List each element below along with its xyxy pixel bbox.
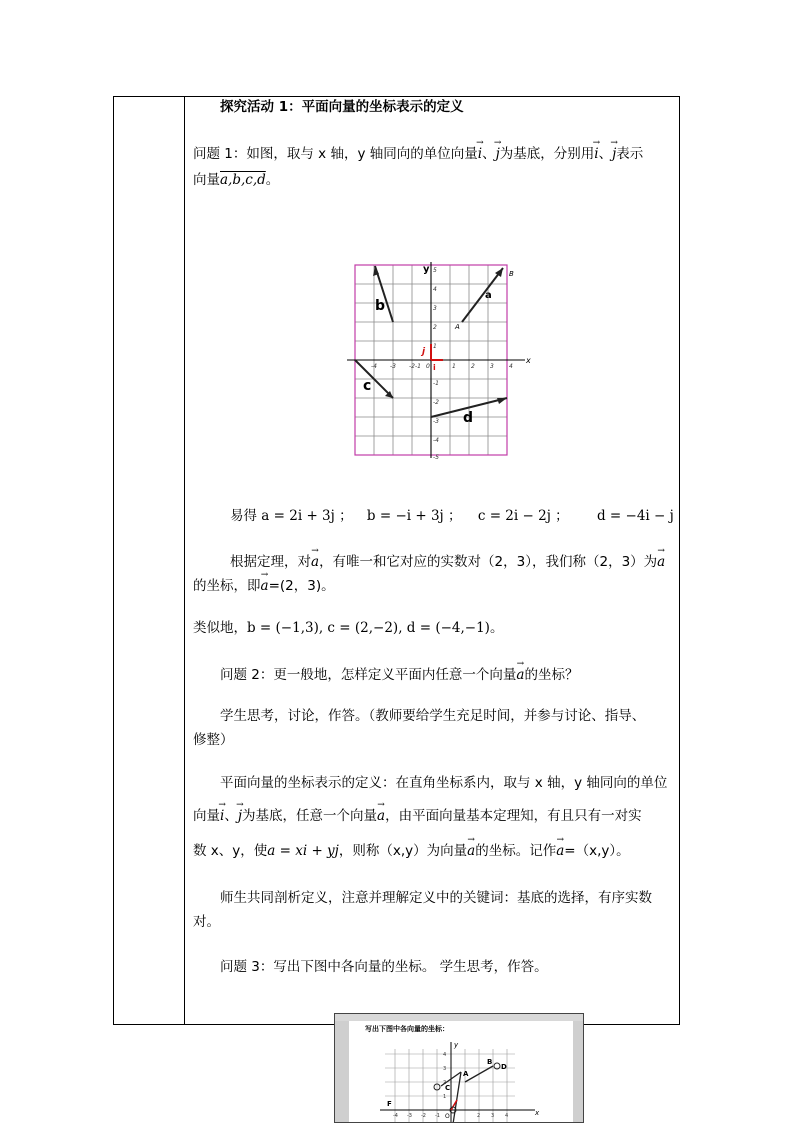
think-line-2: 修整） xyxy=(193,732,234,748)
svg-text:3: 3 xyxy=(433,305,437,312)
svg-text:-4: -4 xyxy=(371,363,377,370)
svg-text:1: 1 xyxy=(433,343,437,350)
slide-label-O: O xyxy=(445,1113,450,1120)
svg-text:2: 2 xyxy=(433,324,437,331)
definition-line-2: 向量→ i、→ j为基底，任意一个向量→ a，由平面向量基本定理知，有且只有一对实 xyxy=(193,806,642,826)
slide-label-F: F xyxy=(387,1100,392,1108)
vector-d-arrowhead xyxy=(497,398,507,404)
y-axis-label: y xyxy=(423,264,430,275)
similar-line: 类似地，b = (−1,3), c = (2,−2), d = (−4,−1)。 xyxy=(193,620,504,636)
svg-text:2: 2 xyxy=(471,363,475,370)
result-b: b = −i + 3j ； xyxy=(366,508,462,524)
label-b: b xyxy=(375,298,386,314)
svg-text:-3: -3 xyxy=(433,418,439,425)
activity-title: 探究活动 1：平面向量的坐标表示的定义 xyxy=(220,99,464,115)
label-A: A xyxy=(455,323,460,331)
slide-label-C: C xyxy=(445,1084,451,1092)
definition-line-1: 平面向量的坐标表示的定义：在直角坐标系内，取与 x 轴，y 轴同向的单位 xyxy=(220,775,668,791)
svg-text:-2: -2 xyxy=(433,399,439,406)
vector-grid-figure xyxy=(345,260,535,460)
slide-label-B: B xyxy=(487,1058,493,1066)
slide-caption: 写出下图中各向量的坐标： xyxy=(365,1025,449,1033)
svg-text:5: 5 xyxy=(433,267,437,274)
svg-text:-1: -1 xyxy=(433,380,439,387)
slide-x-label: x xyxy=(535,1109,540,1117)
slide-canvas xyxy=(335,1014,584,1123)
svg-text:4: 4 xyxy=(443,1052,447,1058)
slide-label-D: D xyxy=(501,1063,507,1071)
embedded-slide-screenshot xyxy=(334,1013,584,1123)
svg-text:0: 0 xyxy=(426,363,430,370)
svg-text:-1: -1 xyxy=(415,363,421,370)
table-column-divider xyxy=(184,97,185,1024)
svg-text:3: 3 xyxy=(490,363,494,370)
question-3: 问题 3：写出下图中各向量的坐标。 学生思考，作答。 xyxy=(220,959,548,975)
slide-left-panel xyxy=(335,1021,349,1123)
result-d: d = −4i − j xyxy=(596,508,674,524)
analysis-line-1: 师生共同剖析定义，注意并理解定义中的关键词：基底的选择，有序实数 xyxy=(220,890,652,906)
svg-text:4: 4 xyxy=(433,286,437,293)
question-1-line-2: 向量a,b,c,d。 xyxy=(193,172,280,188)
svg-text:3: 3 xyxy=(443,1066,447,1072)
result-c: c = 2i − 2j ； xyxy=(477,508,569,524)
slide-y-label: y xyxy=(454,1041,459,1049)
label-d: d xyxy=(463,410,474,426)
svg-text:-4: -4 xyxy=(393,1113,398,1119)
label-B: B xyxy=(509,270,514,278)
svg-text:-2: -2 xyxy=(409,363,415,370)
slide-right-panel xyxy=(573,1021,584,1123)
definition-line-3: 数 x、y，使a = xi + yj，则称（x,y）为向量→ a的坐标。记作→ a=（x,y）。 xyxy=(193,841,630,861)
svg-text:1: 1 xyxy=(452,363,456,370)
svg-text:4: 4 xyxy=(505,1113,509,1119)
question-1-line-1: 问题 1：如图，取与 x 轴，y 轴同向的单位向量→ i、→ j为基底，分别用→ i、→ j表示 xyxy=(193,144,643,164)
lesson-table xyxy=(113,96,680,1025)
svg-text:-3: -3 xyxy=(407,1113,412,1119)
svg-text:-2: -2 xyxy=(421,1113,426,1119)
svg-text:4: 4 xyxy=(509,363,513,370)
theorem-line-2: 的坐标，即→ a=(2，3)。 xyxy=(193,576,335,596)
x-axis-label: x xyxy=(526,356,531,365)
slide-label-A: A xyxy=(463,1070,469,1078)
svg-text:-5: -5 xyxy=(433,454,439,460)
svg-text:-3: -3 xyxy=(390,363,396,370)
label-j: j xyxy=(422,347,426,357)
analysis-line-2: 对。 xyxy=(193,914,220,930)
vector-results: 易得 a = 2i + 3j ； b = −i + 3j ； c = 2i − 2j ； d = −4i − j xyxy=(230,508,674,524)
label-c: c xyxy=(363,378,372,394)
think-line-1: 学生思考，讨论，作答。（教师要给学生充足时间，并参与讨论、指导、 xyxy=(220,708,646,724)
svg-text:-4: -4 xyxy=(433,437,439,444)
svg-text:3: 3 xyxy=(491,1113,495,1119)
theorem-line-1: 根据定理，对→ a，有唯一和它对应的实数对（2，3），我们称（2，3）为→ a xyxy=(230,552,665,572)
svg-text:-1: -1 xyxy=(435,1113,440,1119)
result-a: a = 2i + 3j ； xyxy=(261,508,353,524)
question-2: 问题 2：更一般地，怎样定义平面内任意一个向量→ a的坐标？ xyxy=(220,665,578,685)
slide-toolbar xyxy=(335,1014,584,1021)
svg-text:1: 1 xyxy=(443,1094,447,1100)
label-i: i xyxy=(433,363,436,372)
label-a: a xyxy=(485,290,492,301)
vector-a xyxy=(462,268,503,322)
svg-text:2: 2 xyxy=(477,1113,481,1119)
svg-text:2: 2 xyxy=(443,1080,447,1086)
